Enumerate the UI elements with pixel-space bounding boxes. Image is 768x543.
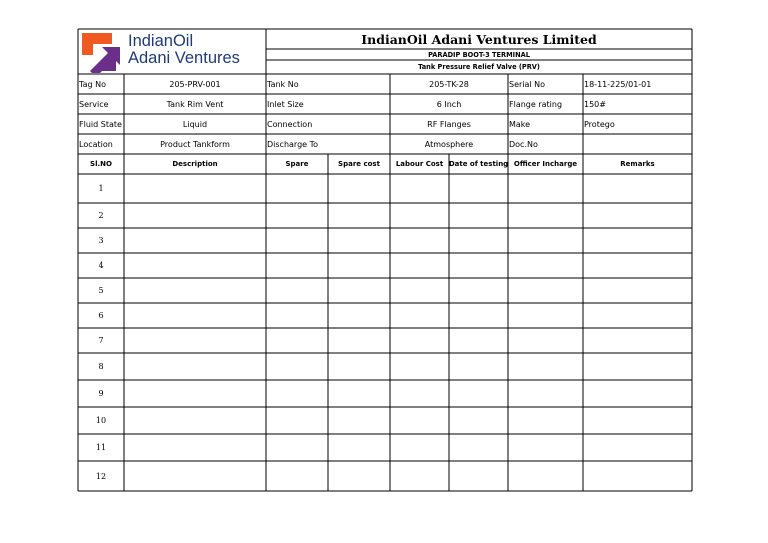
table-cell[interactable] <box>266 380 328 407</box>
table-cell[interactable] <box>508 253 583 278</box>
table-cell[interactable] <box>449 461 508 491</box>
logo-line1: IndianOil <box>128 32 194 50</box>
table-cell[interactable] <box>508 174 583 203</box>
info-label-r4-c3: Discharge To <box>267 139 319 149</box>
info-value-r1-c4: 205-TK-28 <box>429 79 469 89</box>
column-header-4: Spare cost <box>338 160 380 168</box>
table-cell[interactable] <box>390 434 449 461</box>
table-cell[interactable] <box>124 228 266 253</box>
table-cell[interactable] <box>449 380 508 407</box>
info-label-r3-c5: Make <box>509 119 531 129</box>
table-cell[interactable] <box>328 461 390 491</box>
table-cell[interactable] <box>124 461 266 491</box>
table-cell[interactable] <box>328 407 390 434</box>
logo-line2: Adani Ventures <box>128 49 240 67</box>
info-value-r4-c6 <box>583 134 692 154</box>
table-cell[interactable] <box>390 380 449 407</box>
table-cell[interactable] <box>390 278 449 303</box>
row-number: 9 <box>98 389 104 398</box>
table-cell[interactable] <box>390 174 449 203</box>
table-cell[interactable] <box>328 174 390 203</box>
info-value-r1-c6: 18-11-225/01-01 <box>584 79 652 89</box>
row-number: 7 <box>98 336 104 345</box>
table-cell[interactable] <box>583 328 692 353</box>
column-header-7: Officer Incharge <box>513 160 578 168</box>
row-number: 8 <box>98 362 104 371</box>
info-value-r4-c4: Atmosphere <box>424 139 474 149</box>
table-cell[interactable] <box>583 203 692 228</box>
info-label-r1-c5: Serial No <box>509 79 546 89</box>
info-label-r3-c1: Fluid State <box>79 119 122 129</box>
info-value-r3-c2: Liquid <box>182 119 208 129</box>
row-number: 1 <box>98 184 104 193</box>
table-cell[interactable] <box>508 303 583 328</box>
table-cell[interactable] <box>508 328 583 353</box>
row-number: 11 <box>95 443 107 452</box>
info-label-r3-c3: Connection <box>267 119 313 129</box>
table-cell[interactable] <box>449 278 508 303</box>
info-value-r2-c2: Tank Rim Vent <box>166 99 224 109</box>
info-value-r1-c2: 205-PRV-001 <box>169 79 221 89</box>
info-value-r4-c2: Product Tankform <box>160 139 230 149</box>
info-label-r2-c3: Inlet Size <box>267 99 304 109</box>
table-cell[interactable] <box>266 228 328 253</box>
company-logo <box>80 31 264 73</box>
table-cell[interactable] <box>390 303 449 328</box>
table-cell[interactable] <box>449 174 508 203</box>
table-cell[interactable] <box>449 434 508 461</box>
info-label-r4-c5: Doc.No <box>509 139 538 149</box>
table-cell[interactable] <box>583 380 692 407</box>
info-label-r2-c1: Service <box>79 99 109 109</box>
table-cell[interactable] <box>508 380 583 407</box>
table-cell[interactable] <box>583 461 692 491</box>
info-label-r2-c5: Flange rating <box>509 99 563 109</box>
table-cell[interactable] <box>390 228 449 253</box>
table-cell[interactable] <box>124 174 266 203</box>
table-cell[interactable] <box>124 253 266 278</box>
column-header-8: Remarks <box>620 160 655 168</box>
table-cell[interactable] <box>124 407 266 434</box>
table-cell[interactable] <box>328 328 390 353</box>
table-cell[interactable] <box>390 203 449 228</box>
column-header-5: Labour Cost <box>395 160 444 168</box>
info-label-r1-c3: Tank No <box>267 79 299 89</box>
table-cell[interactable] <box>508 203 583 228</box>
table-cell[interactable] <box>390 407 449 434</box>
table-cell[interactable] <box>266 174 328 203</box>
info-value-r2-c4: 6 Inch <box>436 99 462 109</box>
table-cell[interactable] <box>449 407 508 434</box>
table-cell[interactable] <box>583 353 692 380</box>
table-cell[interactable] <box>328 228 390 253</box>
table-cell[interactable] <box>266 278 328 303</box>
table-cell[interactable] <box>124 278 266 303</box>
table-cell[interactable] <box>449 228 508 253</box>
table-cell[interactable] <box>508 461 583 491</box>
table-cell[interactable] <box>449 303 508 328</box>
table-cell[interactable] <box>266 434 328 461</box>
table-cell[interactable] <box>449 353 508 380</box>
table-cell[interactable] <box>508 353 583 380</box>
table-cell[interactable] <box>449 253 508 278</box>
table-cell[interactable] <box>266 407 328 434</box>
table-cell[interactable] <box>266 353 328 380</box>
table-cell[interactable] <box>266 253 328 278</box>
info-value-r2-c6: 150# <box>584 99 606 109</box>
table-cell[interactable] <box>266 203 328 228</box>
document-title: Tank Pressure Relief Valve (PRV) <box>418 63 540 71</box>
terminal-name: PARADIP BOOT-3 TERMINAL <box>428 50 530 59</box>
row-number: 12 <box>95 471 107 481</box>
table-cell[interactable] <box>390 461 449 491</box>
table-cell[interactable] <box>328 380 390 407</box>
table-cell[interactable] <box>508 278 583 303</box>
table-cell[interactable] <box>583 303 692 328</box>
table-cell[interactable] <box>583 434 692 461</box>
table-cell[interactable] <box>449 328 508 353</box>
table-cell[interactable] <box>124 380 266 407</box>
logo-arrow-icon <box>82 33 122 73</box>
table-cell[interactable] <box>328 253 390 278</box>
row-number: 6 <box>98 311 104 320</box>
info-label-r1-c1: Tag No <box>79 79 106 89</box>
column-header-3: Spare <box>285 160 309 168</box>
column-header-6: Date of testing <box>449 160 508 168</box>
table-cell[interactable] <box>390 328 449 353</box>
table-cell[interactable] <box>390 253 449 278</box>
table-cell[interactable] <box>266 461 328 491</box>
column-header-2: Description <box>172 160 218 168</box>
info-value-r3-c6: Protego <box>584 119 615 129</box>
table-cell[interactable] <box>124 303 266 328</box>
column-header-1: Sl.NO <box>90 160 112 168</box>
table-cell[interactable] <box>124 203 266 228</box>
table-cell[interactable] <box>328 278 390 303</box>
table-cell[interactable] <box>328 434 390 461</box>
table-cell[interactable] <box>583 407 692 434</box>
table-cell[interactable] <box>583 174 692 203</box>
table-cell[interactable] <box>328 303 390 328</box>
table-cell[interactable] <box>124 328 266 353</box>
table-cell[interactable] <box>266 328 328 353</box>
table-cell[interactable] <box>508 434 583 461</box>
row-number: 3 <box>98 236 104 245</box>
table-cell[interactable] <box>449 203 508 228</box>
table-cell[interactable] <box>124 434 266 461</box>
row-number: 10 <box>95 416 107 425</box>
table-cell[interactable] <box>124 353 266 380</box>
table-cell[interactable] <box>390 353 449 380</box>
row-number: 5 <box>98 286 104 295</box>
info-value-r3-c4: RF Flanges <box>427 119 471 129</box>
table-cell[interactable] <box>328 353 390 380</box>
table-cell[interactable] <box>266 303 328 328</box>
row-number: 4 <box>98 261 104 270</box>
table-cell[interactable] <box>328 203 390 228</box>
table-cell[interactable] <box>583 253 692 278</box>
info-label-r4-c1: Location <box>79 139 113 149</box>
table-cell[interactable] <box>508 407 583 434</box>
table-cell[interactable] <box>583 228 692 253</box>
table-cell[interactable] <box>583 278 692 303</box>
row-number: 2 <box>98 211 104 220</box>
table-cell[interactable] <box>508 228 583 253</box>
company-name: IndianOil Adani Ventures Limited <box>361 31 597 47</box>
